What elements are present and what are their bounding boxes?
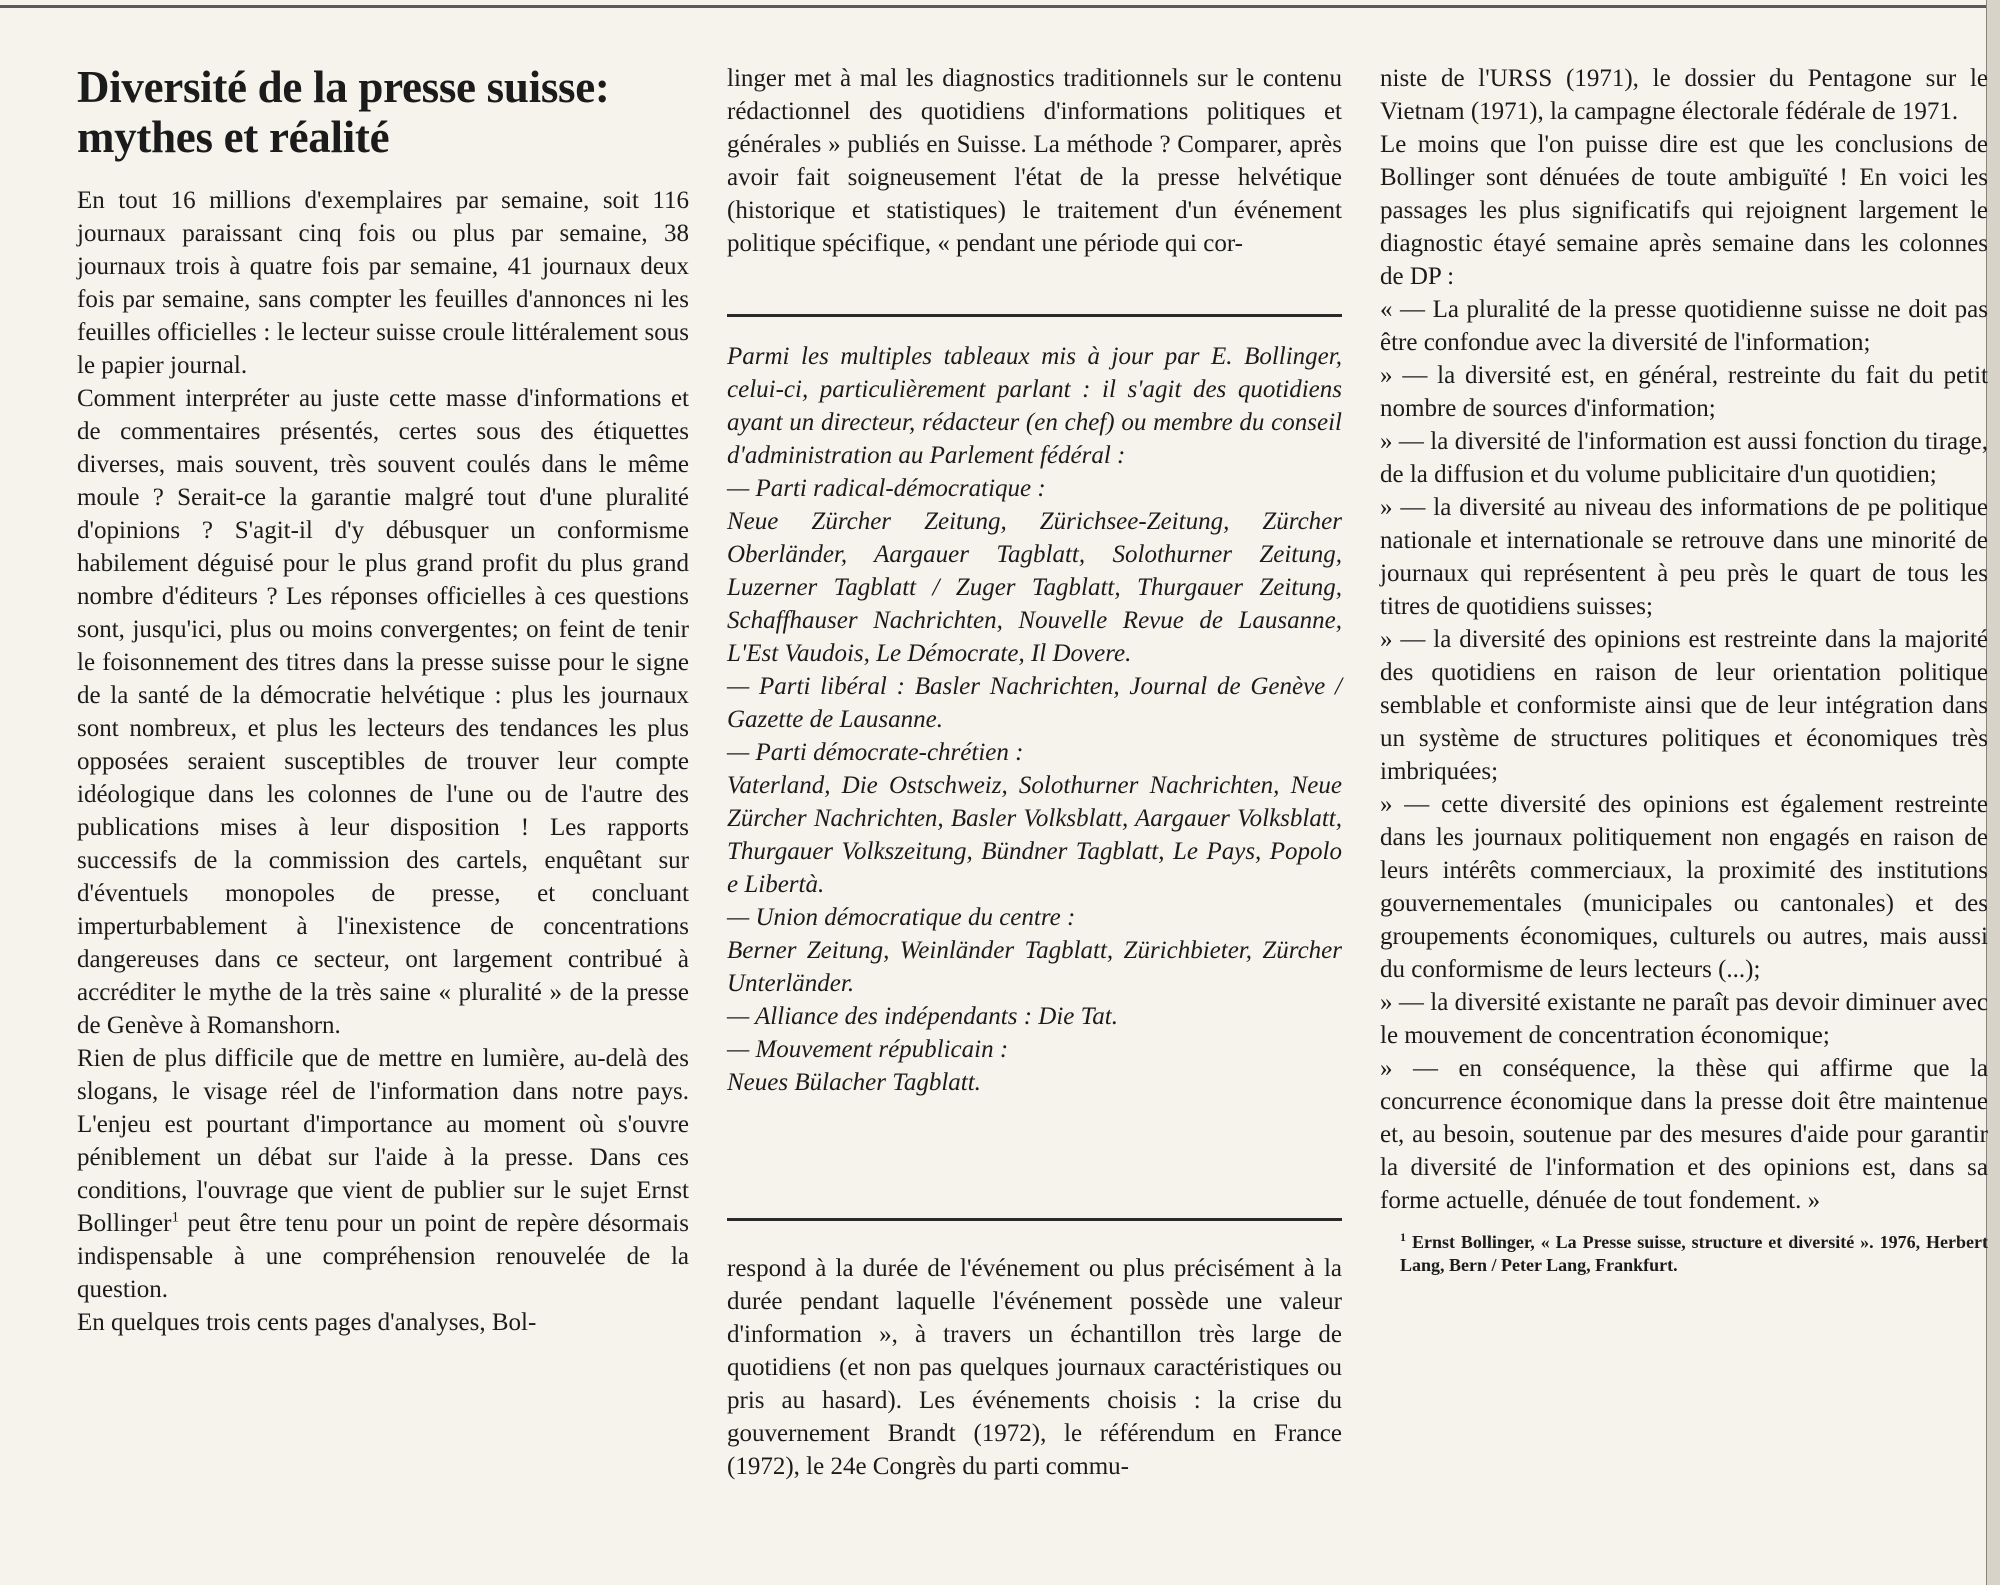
column-1 bbox=[77, 62, 689, 1339]
paragraph: Comment interpréter au juste cette masse d'informations et de commentaires présentés, certes sous des étiquettes diverses, mais souvent, très souvent coulés dans le même moule ? Serait-ce la garantie malgré tout d'une pluralité d'opinions ? S'agit-il d'y débusquer un conformisme habilement déguisé pour le plus grand profit du plus grand nombre d'éditeurs ? Les réponses officielles à ces questions sont, jusqu'ici, plus ou moins convergentes; on feint de tenir le foisonnement des titres dans la presse suisse pour le signe de la santé de la démocratie helvétique : plus les journaux sont nombreux, et plus les lecteurs des tendances les plus opposées seraient susceptibles de trouver leur compte idéologique dans les colonnes de l'une ou de l'autre des publications mises à leur disposition ! Les rapports successifs de la commission des cartels, enquêtant sur d'éventuels monopoles de presse, et concluant imperturbablement à l'inexistence de concentrations dangereuses dans ce secteur, ont largement contribué à accréditer le mythe de la très saine « pluralité » de la presse de Genève à Romanshorn. bbox=[77, 385, 689, 1039]
paragraph: respond à la durée de l'événement ou plus précisément à la durée pendant laquelle l'événement possède une valeur d'information », à travers un échantillon très large de quotidiens (et non pas quelques journaux caractéristiques ou pris au hasard). Les événements choisis : la crise du gouvernement Brandt (1972), le référendum en France (1972), le 24e Congrès du parti commu- bbox=[727, 1255, 1342, 1480]
paragraph: Le moins que l'on puisse dire est que les conclusions de Bollinger sont dénuées de toute ambiguïté ! En voici les passages les plus significatifs qui rejoignent largement le diagnostic étayé semaine après semaine dans les colonnes de DP : bbox=[1380, 131, 1988, 290]
quote-paragraph: » — la diversité des opinions est restreinte dans la majorité des quotidiens en raison de leur orientation politique semblable et conformiste ainsi que de leur intégration dans un système de structures politiques et économiques très imbriquées; bbox=[1380, 626, 1988, 785]
box-line: Vaterland, Die Ostschweiz, Solothurner Nachrichten, Neue Zürcher Nachrichten, Basler Volksblatt, Aargauer Volksblatt, Thurgauer Volkszeitung, Bündner Tagblatt, Le Pays, Popolo e Libertà. bbox=[727, 772, 1342, 898]
paragraph: En quelques trois cents pages d'analyses, Bol- bbox=[77, 1309, 537, 1336]
quote-paragraph: » — la diversité est, en général, restreinte du fait du petit nombre de sources d'information; bbox=[1380, 362, 1988, 422]
paragraph: niste de l'URSS (1971), le dossier du Pentagone sur le Vietnam (1971), la campagne électorale fédérale de 1971. bbox=[1380, 65, 1988, 125]
box-bottom-rule bbox=[727, 1218, 1342, 1221]
quote-paragraph: « — La pluralité de la presse quotidienne suisse ne doit pas être confondue avec la diversité de l'information; bbox=[1380, 296, 1988, 356]
box-line: Neues Bülacher Tagblatt. bbox=[727, 1069, 981, 1096]
quote-paragraph: » — la diversité existante ne paraît pas devoir diminuer avec le mouvement de concentration économique; bbox=[1380, 989, 1988, 1049]
column-3 bbox=[1380, 62, 1988, 1295]
box-line: Neue Zürcher Zeitung, Zürichsee-Zeitung, Zürcher Oberländer, Aargauer Tagblatt, Solothurner Zeitung, Luzerner Tagblatt / Zuger Tagblatt, Thurgauer Zeitung, Schaffhauser Nachrichten, Nouvelle Revue de Lausanne, L'Est Vaudois, Le Démocrate, Il Dovere. bbox=[727, 508, 1342, 667]
quote-paragraph: » — en conséquence, la thèse qui affirme que la concurrence économique dans la presse doit être maintenue et, au besoin, soutenue par des mesures d'aide pour garantir la diversité de l'information et des opinions est, dans sa forme actuelle, dénuée de tout fondement. » bbox=[1380, 1055, 1988, 1214]
box-line: Berner Zeitung, Weinländer Tagblatt, Zürichbieter, Zürcher Unterländer. bbox=[727, 937, 1342, 997]
quote-paragraph: » — la diversité de l'information est aussi fonction du tirage, de la diffusion et du volume publicitaire d'un quotidien; bbox=[1380, 428, 1988, 488]
top-rule bbox=[0, 5, 2000, 8]
box-line: — Parti radical-démocratique : bbox=[727, 475, 1046, 502]
party-newspapers-box bbox=[727, 340, 1342, 1099]
quote-paragraph: » — la diversité au niveau des informations de pe politique nationale et internationale se retrouve dans une minorité de journaux qui représentent à peu près le quart de tous les titres de quotidiens suisses; bbox=[1380, 494, 1988, 620]
footnote: $^1$ Ernst Bollinger, « La Presse suisse, structure et diversité ». 1976, Herbert Lang, Bern / Peter Lang, Frankfurt. bbox=[1400, 1230, 1989, 1275]
footnote-number: 1 bbox=[1400, 1230, 1406, 1244]
box-line: — Parti démocrate-chrétien : bbox=[727, 739, 1024, 766]
column-2-bottom bbox=[727, 1252, 1342, 1483]
column-2-top bbox=[727, 62, 1342, 260]
box-top-rule bbox=[727, 314, 1342, 317]
box-line: — Union démocratique du centre : bbox=[727, 904, 1076, 931]
box-intro: Parmi les multiples tableaux mis à jour par E. Bollinger, celui-ci, particulièrement parlant : il s'agit des quotidiens ayant un directeur, rédacteur (en chef) ou membre du conseil d'administration au Parlement fédéral : bbox=[727, 343, 1342, 469]
box-line: — Mouvement républicain : bbox=[727, 1036, 1009, 1063]
box-line: — Alliance des indépendants : Die Tat. bbox=[727, 1003, 1118, 1030]
quote-paragraph: » — cette diversité des opinions est également restreinte dans les journaux politiquement non engagés en raison de leurs intérêts commerciaux, la proximité des institutions gouvernementales (municipales ou cantonales) et des groupements économiques, culturels ou autres, mais aussi du conformisme de leurs lecteurs (...); bbox=[1380, 791, 1988, 983]
paragraph: En tout 16 millions d'exemplaires par semaine, soit 116 journaux paraissant cinq fois ou plus par semaine, 38 journaux trois à quatre fois par semaine, 41 journaux deux fois par semaine, sans compter les feuilles d'annonces ni les feuilles officielles : le lecteur suisse croule littéralement sous le papier journal. bbox=[77, 187, 689, 379]
page-edge bbox=[1986, 0, 2000, 1585]
paragraph: Rien de plus difficile que de mettre en lumière, au-delà des slogans, le visage réel de l'information dans notre pays. L'enjeu est pourtant d'importance au moment où s'ouvre péniblement un débat sur l'aide à la presse. Dans ces conditions, l'ouvrage que vient de publier sur le sujet Ernst Bollinger$^1$ peut être tenu pour un point de repère désormais indispensable à une compréhension renouvelée de la question. bbox=[77, 1045, 689, 1303]
footnote-marker: 1 bbox=[171, 1209, 179, 1226]
box-line: — Parti libéral : Basler Nachrichten, Journal de Genève / Gazette de Lausanne. bbox=[727, 673, 1342, 733]
paragraph: linger met à mal les diagnostics traditionnels sur le contenu rédactionnel des quotidiens d'informations politiques et générales » publiés en Suisse. La méthode ? Comparer, après avoir fait soigneusement l'état de la presse helvétique (historique et statistiques) le traitement d'un événement politique spécifique, « pendant une période qui cor- bbox=[727, 65, 1342, 257]
article-title: Diversité de la presse suisse: mythes et réalité bbox=[77, 62, 610, 162]
